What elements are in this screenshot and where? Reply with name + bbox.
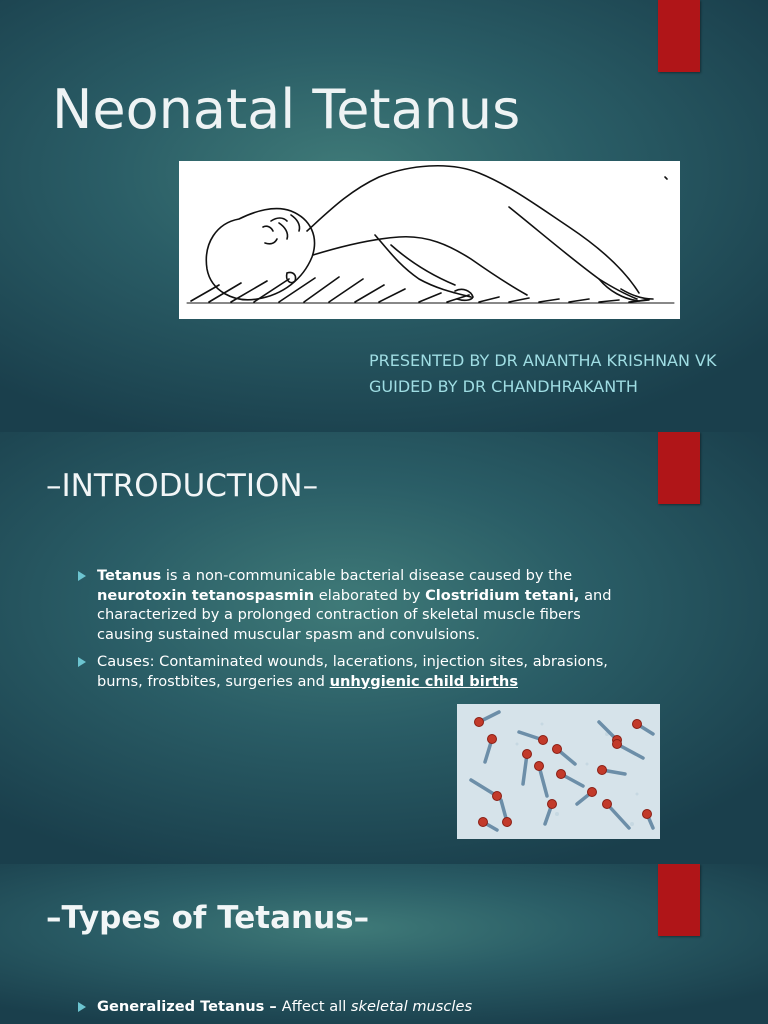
term-neurotoxin: neurotoxin tetanospasmin — [97, 586, 315, 604]
slide-title-text: Neonatal Tetanus — [52, 78, 521, 141]
types-bullets — [78, 997, 638, 1024]
introduction-heading: –INTRODUCTION– — [46, 468, 319, 504]
types-heading: –Types of Tetanus– — [46, 900, 370, 936]
red-accent-tab — [658, 432, 700, 504]
bullet-definition — [78, 566, 638, 644]
term-clostridium: Clostridium tetani, — [425, 586, 580, 604]
introduction-bullets — [78, 566, 638, 699]
bullet-arrow-icon — [78, 1002, 86, 1012]
slide-types — [0, 864, 768, 1024]
term-skeletal-muscles: skeletal muscles — [350, 998, 473, 1015]
text-span: is a non-communicable bacterial disease caused by the — [161, 567, 573, 584]
red-accent-tab — [658, 864, 700, 936]
text-span: elaborated by — [314, 586, 426, 604]
text-span: Causes: Contaminated wounds, lacerations, injection sites, abrasions, burns, frostbites, surgeries and — [97, 653, 608, 690]
text-span: Affect all — [281, 998, 351, 1015]
term-generalized: Generalized Tetanus – — [97, 998, 282, 1015]
bullet-causes — [78, 652, 638, 691]
presented-by: PRESENTED BY DR ANANTHA KRISHNAN VK — [369, 351, 717, 370]
text-span: and characterized by a prolonged contraction of skeletal muscle fibers causing sustained muscular spasm and convulsions. — [97, 586, 612, 643]
slide-title — [0, 0, 768, 432]
bullet-generalized — [78, 997, 638, 1017]
guided-by: GUIDED BY DR CHANDHRAKANTH — [369, 377, 638, 396]
term-unhygienic-births: unhygienic child births — [329, 672, 518, 690]
slide-introduction — [0, 432, 768, 864]
neonate-opisthotonus-icon — [179, 161, 680, 319]
credits — [369, 348, 716, 400]
clostridium-tetani-micrograph-icon — [457, 704, 660, 839]
red-accent-tab — [658, 0, 700, 72]
term-tetanus: Tetanus — [97, 567, 162, 584]
bullet-arrow-icon — [78, 571, 86, 581]
bullet-arrow-icon — [78, 657, 86, 667]
